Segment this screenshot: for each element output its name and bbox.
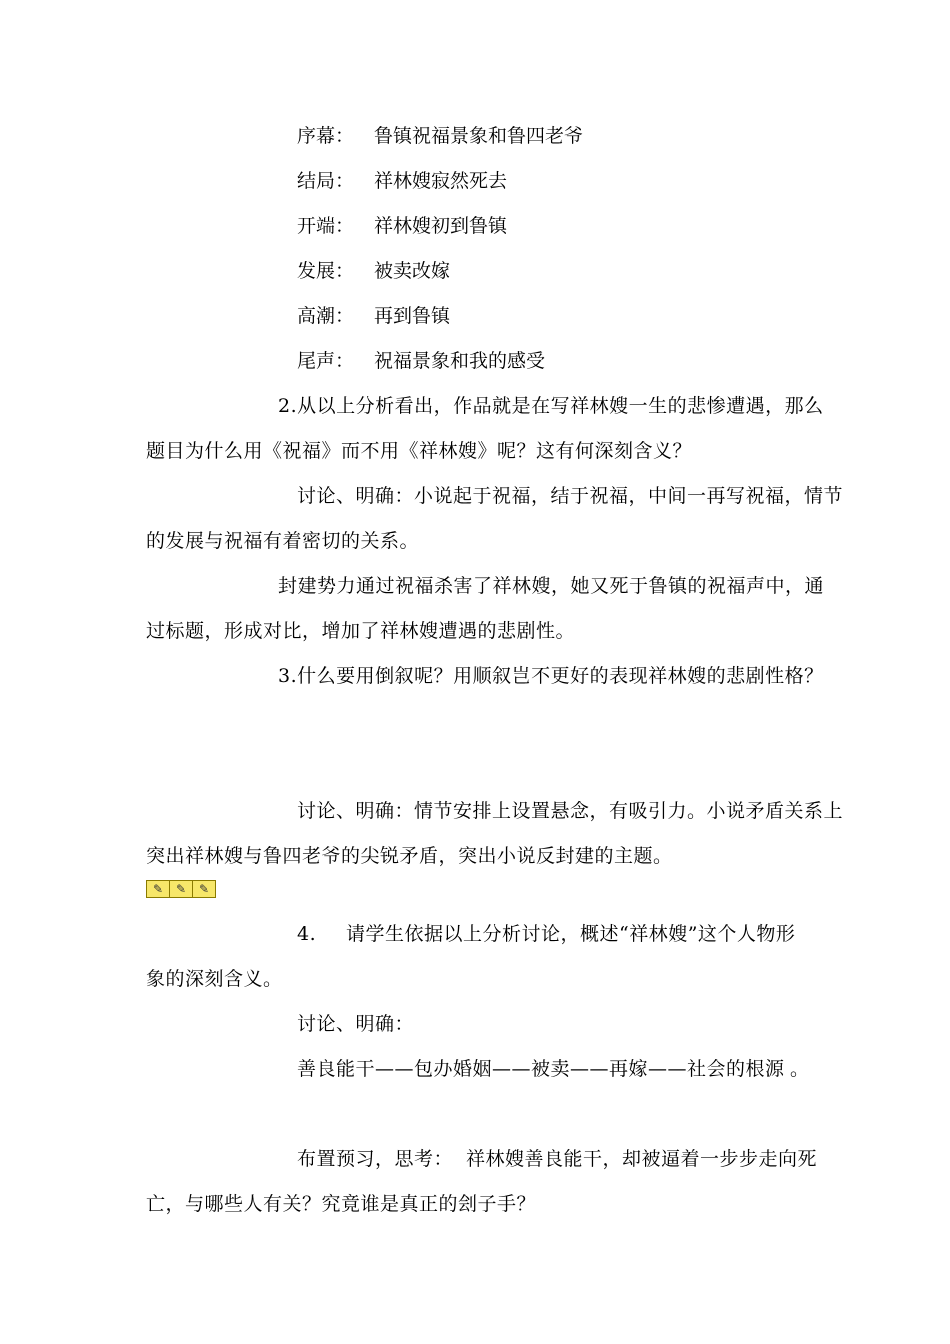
homework-label: 布置预习，思考： <box>297 1148 454 1170</box>
structure-label-epilogue: 尾声： <box>297 350 355 372</box>
answer-3-line-2: 突出祥林嫂与鲁四老爷的尖锐矛盾，突出小说反封建的主题。 <box>146 845 673 867</box>
question-4-line-2: 象的深刻含义。 <box>146 968 283 990</box>
answer-2-line-3: 封建势力通过祝福杀害了祥林嫂，她又死于鲁镇的祝福声中，通 <box>278 575 825 597</box>
question-4-number: 4. <box>297 923 317 945</box>
answer-2-line-1: 讨论、明确：小说起于祝福，结于祝福，中间一再写祝福，情节 <box>297 485 844 507</box>
homework-line-1: 祥林嫂善良能干，却被逼着一步步走向死 <box>466 1148 818 1170</box>
structure-value-prologue: 鲁镇祝福景象和鲁四老爷 <box>374 125 584 147</box>
answer-4-end: 。 <box>790 1058 810 1080</box>
structure-value-ending: 祥林嫂寂然死去 <box>374 170 508 192</box>
answer-3-line-1: 讨论、明确：情节安排上设置悬念，有吸引力。小说矛盾关系上 <box>297 800 844 822</box>
pencil-icon: ✎ <box>147 881 170 897</box>
question-2-line-2: 题目为什么用《祝福》而不用《祥林嫂》呢？这有何深刻含义？ <box>146 440 693 462</box>
question-2-line-1: 2.从以上分析看出，作品就是在写祥林嫂一生的悲惨遭遇，那么 <box>278 395 824 417</box>
structure-label-beginning: 开端： <box>297 215 355 237</box>
pencil-icon: ✎ <box>193 881 215 897</box>
pencil-icon-strip <box>146 880 216 898</box>
structure-label-climax: 高潮： <box>297 305 355 327</box>
answer-2-line-2: 的发展与祝福有着密切的关系。 <box>146 530 420 552</box>
structure-label-development: 发展： <box>297 260 355 282</box>
structure-label-prologue: 序幕： <box>297 125 355 147</box>
question-3-line-1: 3.什么要用倒叙呢？用顺叙岂不更好的表现祥林嫂的悲剧性格？ <box>278 665 824 687</box>
structure-value-beginning: 祥林嫂初到鲁镇 <box>374 215 508 237</box>
answer-4-label: 讨论、明确： <box>297 1013 415 1035</box>
structure-value-development: 被卖改嫁 <box>374 260 451 282</box>
structure-value-epilogue: 祝福景象和我的感受 <box>374 350 546 372</box>
structure-value-climax: 再到鲁镇 <box>374 305 451 327</box>
answer-2-line-4: 过标题，形成对比，增加了祥林嫂遭遇的悲剧性。 <box>146 620 576 642</box>
question-4-line-1: 请学生依据以上分析讨论，概述“祥林嫂”这个人物形 <box>346 923 796 945</box>
pencil-icon: ✎ <box>170 881 193 897</box>
homework-line-2: 亡，与哪些人有关？究竟谁是真正的刽子手？ <box>146 1193 537 1215</box>
answer-4-chain: 善良能干——包办婚姻——被卖——再嫁——社会的根源 <box>297 1058 785 1080</box>
structure-label-ending: 结局： <box>297 170 355 192</box>
